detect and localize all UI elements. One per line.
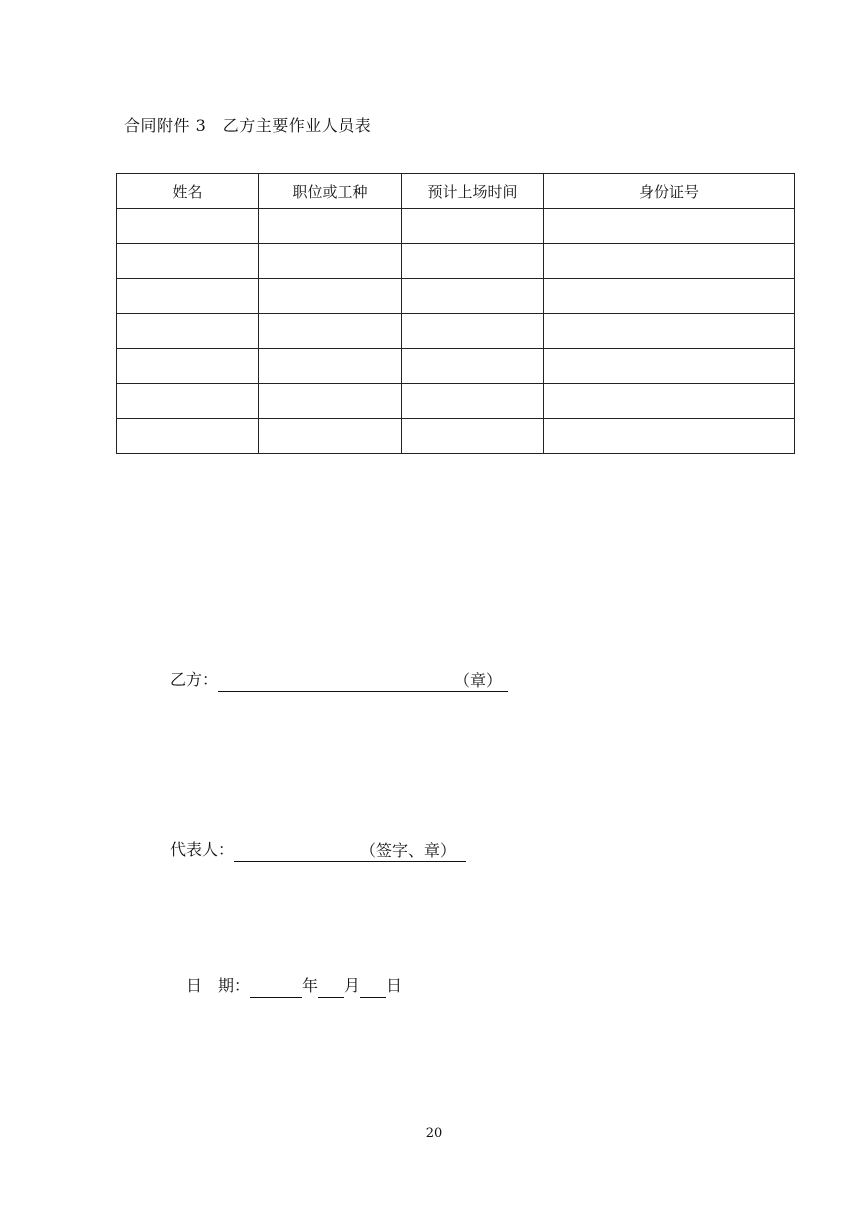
table-cell[interactable]: [544, 279, 795, 314]
staff-table: [116, 173, 795, 454]
table-cell[interactable]: [259, 384, 402, 419]
table-cell[interactable]: [117, 349, 259, 384]
table-cell[interactable]: [117, 314, 259, 349]
representative-label: 代表人：: [170, 840, 235, 859]
table-cell[interactable]: [259, 244, 402, 279]
table-row: [117, 349, 795, 384]
table-cell[interactable]: [402, 244, 544, 279]
table-cell[interactable]: [402, 384, 544, 419]
header-start-time: 预计上场时间: [402, 174, 544, 209]
table-cell[interactable]: [117, 244, 259, 279]
table-cell[interactable]: [259, 314, 402, 349]
year-label: 年: [302, 976, 319, 995]
table-row: [117, 419, 795, 454]
table-cell[interactable]: [402, 314, 544, 349]
table-row: [117, 209, 795, 244]
table-cell[interactable]: [402, 419, 544, 454]
party-b-signature: [170, 666, 508, 690]
table-cell[interactable]: [402, 349, 544, 384]
table-cell[interactable]: [544, 419, 795, 454]
year-blank[interactable]: [250, 979, 302, 998]
table-cell[interactable]: [544, 314, 795, 349]
header-position: 职位或工种: [259, 174, 402, 209]
document-title: 合同附件 3 乙方主要作业人员表: [124, 116, 372, 135]
table-cell[interactable]: [117, 384, 259, 419]
table-cell[interactable]: [544, 209, 795, 244]
table-row: [117, 384, 795, 419]
representative-signature: [170, 836, 466, 860]
table-cell[interactable]: [117, 279, 259, 314]
header-name: 姓名: [117, 174, 259, 209]
table-cell[interactable]: [544, 349, 795, 384]
table-row: [117, 244, 795, 279]
month-blank[interactable]: [318, 979, 344, 998]
day-blank[interactable]: [360, 979, 386, 998]
table-row: [117, 279, 795, 314]
table-cell[interactable]: [402, 279, 544, 314]
table-cell[interactable]: [259, 209, 402, 244]
table-header-row: [117, 174, 795, 209]
table-cell[interactable]: [259, 419, 402, 454]
party-b-label: 乙方：: [170, 670, 219, 689]
table-cell[interactable]: [117, 209, 259, 244]
table-cell[interactable]: [117, 419, 259, 454]
party-b-blank[interactable]: [218, 673, 454, 692]
table-cell[interactable]: [544, 384, 795, 419]
table-cell[interactable]: [259, 279, 402, 314]
day-label: 日: [386, 976, 403, 995]
representative-seal: （签字、章）: [360, 838, 466, 862]
table-cell[interactable]: [402, 209, 544, 244]
table-row: [117, 314, 795, 349]
representative-blank[interactable]: [234, 843, 360, 862]
table-cell[interactable]: [259, 349, 402, 384]
header-id-number: 身份证号: [544, 174, 795, 209]
page-number: 20: [425, 1126, 443, 1141]
table-cell[interactable]: [544, 244, 795, 279]
month-label: 月: [344, 976, 361, 995]
party-b-seal: （章）: [454, 668, 508, 692]
date-label: 日 期：: [186, 976, 251, 995]
date-line: [186, 973, 402, 996]
